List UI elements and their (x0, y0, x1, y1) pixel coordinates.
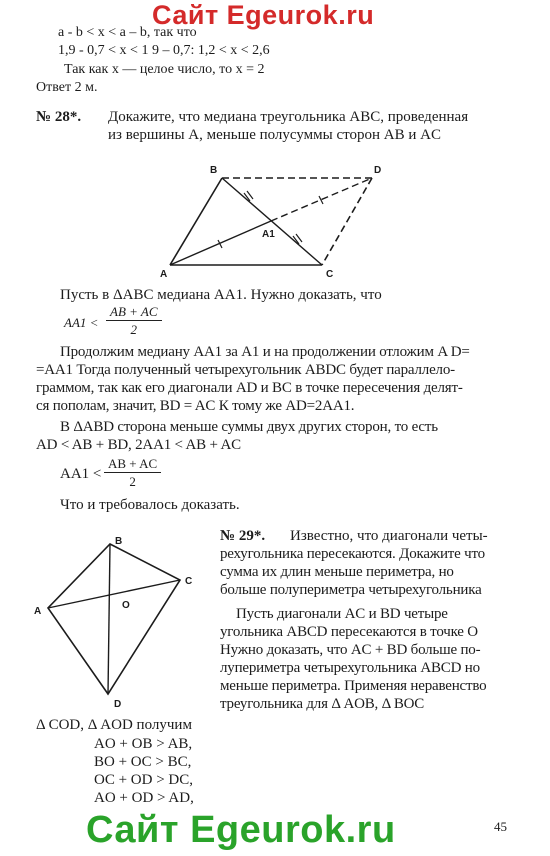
figure-29-quadrilateral (30, 532, 210, 712)
problem-29-number: № 29*. (220, 528, 266, 544)
p29-inequality-4: AO + OD > AD, (94, 790, 194, 806)
problem-29-statement-4: больше полупериметра четырехугольника (220, 582, 482, 598)
page-number: 45 (494, 819, 507, 834)
p28-body-6: AD < AB + BD, 2AA1 < AB + AC (36, 437, 241, 453)
p29-inequality-3: OC + OD > DC, (94, 772, 194, 788)
p28-body-2: =AA1 Тогда полученный четырехугольник ABDC будет параллело- (36, 362, 455, 378)
prev-line-1: a - b < x < a – b, так что (58, 25, 197, 40)
label-A1: A1 (262, 229, 275, 240)
label-O: O (122, 600, 130, 611)
problem-28-statement-1: Докажите, что медиана треугольника ABC, проведенная (108, 109, 469, 125)
watermark-top: Сайт Egeurok.ru (152, 0, 375, 30)
problem-28-number: № 28*. (36, 109, 82, 125)
p28-body-3: граммом, так как его диагонали AD и BC в точке пересечения делят- (36, 380, 463, 396)
p28-ineq2-lhs: AA1 < (60, 466, 102, 482)
label-D: D (114, 699, 122, 710)
p28-ineq1-denominator: 2 (130, 322, 138, 337)
segment-BC (222, 178, 322, 265)
p29-body-6: треугольника для Δ AOB, Δ BOC (220, 696, 425, 712)
extension-A1D (271, 178, 372, 221)
label-B: B (210, 165, 218, 176)
prev-line-3: Так как x — целое число, то x = 2 (64, 62, 265, 77)
p28-ineq2-denominator: 2 (129, 474, 136, 489)
p28-ineq1-lhs: AA1 < (64, 315, 99, 330)
prev-line-2: 1,9 - 0,7 < x < 1 9 – 0,7: 1,2 < x < 2,6 (58, 43, 270, 58)
label-C: C (326, 269, 334, 280)
p28-ineq2-numerator: AB + AC (104, 456, 161, 473)
diagonal-AC (48, 580, 180, 608)
p29-continuation: Δ COD, Δ AOD получим (36, 717, 192, 733)
median-AA1 (170, 221, 271, 265)
p28-let: Пусть в ΔABC медиана AA1. Нужно доказать, что (60, 287, 382, 303)
p28-ineq2-fraction (104, 456, 161, 489)
p28-body-4: ся пополам, значит, BD = AC К тому же AD=2AA1. (36, 398, 355, 414)
p28-ineq1-numerator: AB + AC (106, 304, 162, 321)
p29-inequality-1: AO + OB > AB, (94, 736, 193, 752)
watermark-bottom: Сайт Egeurok.ru (86, 809, 396, 851)
figure-28-parallelogram (150, 160, 390, 285)
p28-ineq1-fraction (106, 304, 162, 337)
tick-A1D (319, 196, 323, 204)
p28-body-1: Продолжим медиану AA1 за A1 и на продолжении отложим A D= (60, 344, 470, 360)
problem-28-statement-2: из вершины A, меньше полусуммы сторон AB и AC (108, 127, 441, 143)
p28-body-5: В ΔABD сторона меньше суммы двух других сторон, то есть (60, 419, 438, 435)
p29-body-3: Нужно доказать, что AC + BD больше по- (220, 642, 481, 658)
label-C: C (185, 576, 193, 587)
problem-29-statement-2: рехугольника пересекаются. Докажите что (220, 546, 485, 562)
p29-body-1: Пусть диагонали AC и BD четыре (236, 606, 448, 622)
label-A: A (34, 606, 42, 617)
side-AB (170, 178, 222, 265)
p28-qed: Что и требовалось доказать. (60, 497, 240, 513)
prev-answer: Ответ 2 м. (36, 80, 98, 95)
p29-body-4: лупериметра четырехугольника ABCD но (220, 660, 480, 676)
label-B: B (115, 536, 123, 547)
label-D: D (374, 165, 382, 176)
problem-29-statement-3: сумма их длин меньше периметра, но (220, 564, 454, 580)
side-DC (322, 178, 372, 265)
p29-body-2: угольника ABCD пересекаются в точке O (220, 624, 478, 640)
problem-29-statement-1: Известно, что диагонали четы- (290, 528, 488, 544)
p29-body-5: меньше периметра. Применяя неравенство (220, 678, 487, 694)
diagonal-BD (108, 544, 110, 694)
quadrilateral-ABCD (48, 544, 180, 694)
p29-inequality-2: BO + OC > BC, (94, 754, 192, 770)
label-A: A (160, 269, 168, 280)
